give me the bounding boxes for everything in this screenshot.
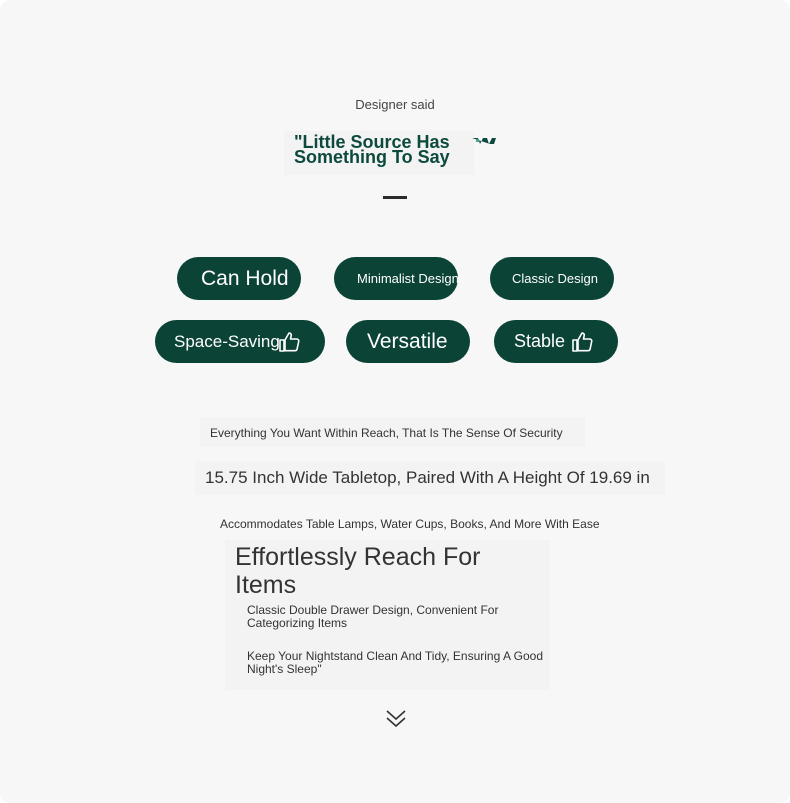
feature-label: Stable bbox=[514, 331, 566, 351]
drawer-detail: Classic Double Drawer Design, Convenient For Categorizing Items bbox=[247, 603, 499, 630]
chevron-double-down-icon[interactable] bbox=[385, 708, 407, 728]
feature-pill-stable[interactable] bbox=[494, 320, 618, 363]
feature-label: Can Hold bbox=[201, 266, 289, 290]
accommodates-line: Accommodates Table Lamps, Water Cups, Books, And More With Ease bbox=[220, 517, 600, 531]
thumbs-up-icon bbox=[571, 330, 595, 354]
feature-pill-versatile[interactable] bbox=[346, 320, 470, 363]
reach-heading: Effortlessly Reach For Items bbox=[235, 543, 481, 599]
security-line: Everything You Want Within Reach, That Is The Sense Of Security bbox=[210, 426, 563, 440]
feature-label: Classic Design bbox=[512, 271, 598, 286]
designer-quote: "Little Source Has Something To Say bbox=[294, 132, 450, 167]
section-divider bbox=[383, 196, 407, 199]
feature-label: Versatile bbox=[367, 329, 448, 353]
decorative-brush-icon bbox=[472, 136, 500, 146]
feature-label: Space-Saving bbox=[174, 331, 280, 351]
dimension-line: 15.75 Inch Wide Tabletop, Paired With A Height Of 19.69 in bbox=[205, 468, 650, 487]
feature-pill-minimalist-design[interactable] bbox=[334, 257, 458, 300]
feature-pill-classic-design[interactable] bbox=[490, 257, 614, 300]
feature-pill-can-hold[interactable] bbox=[177, 257, 301, 300]
feature-label: Minimalist Design bbox=[357, 271, 459, 286]
feature-pill-space-saving[interactable] bbox=[155, 320, 325, 363]
eyebrow-label: Designer said bbox=[355, 97, 435, 112]
thumbs-up-icon bbox=[278, 330, 302, 354]
tidy-detail: Keep Your Nightstand Clean And Tidy, Ensuring A Good Night's Sleep" bbox=[247, 649, 543, 676]
